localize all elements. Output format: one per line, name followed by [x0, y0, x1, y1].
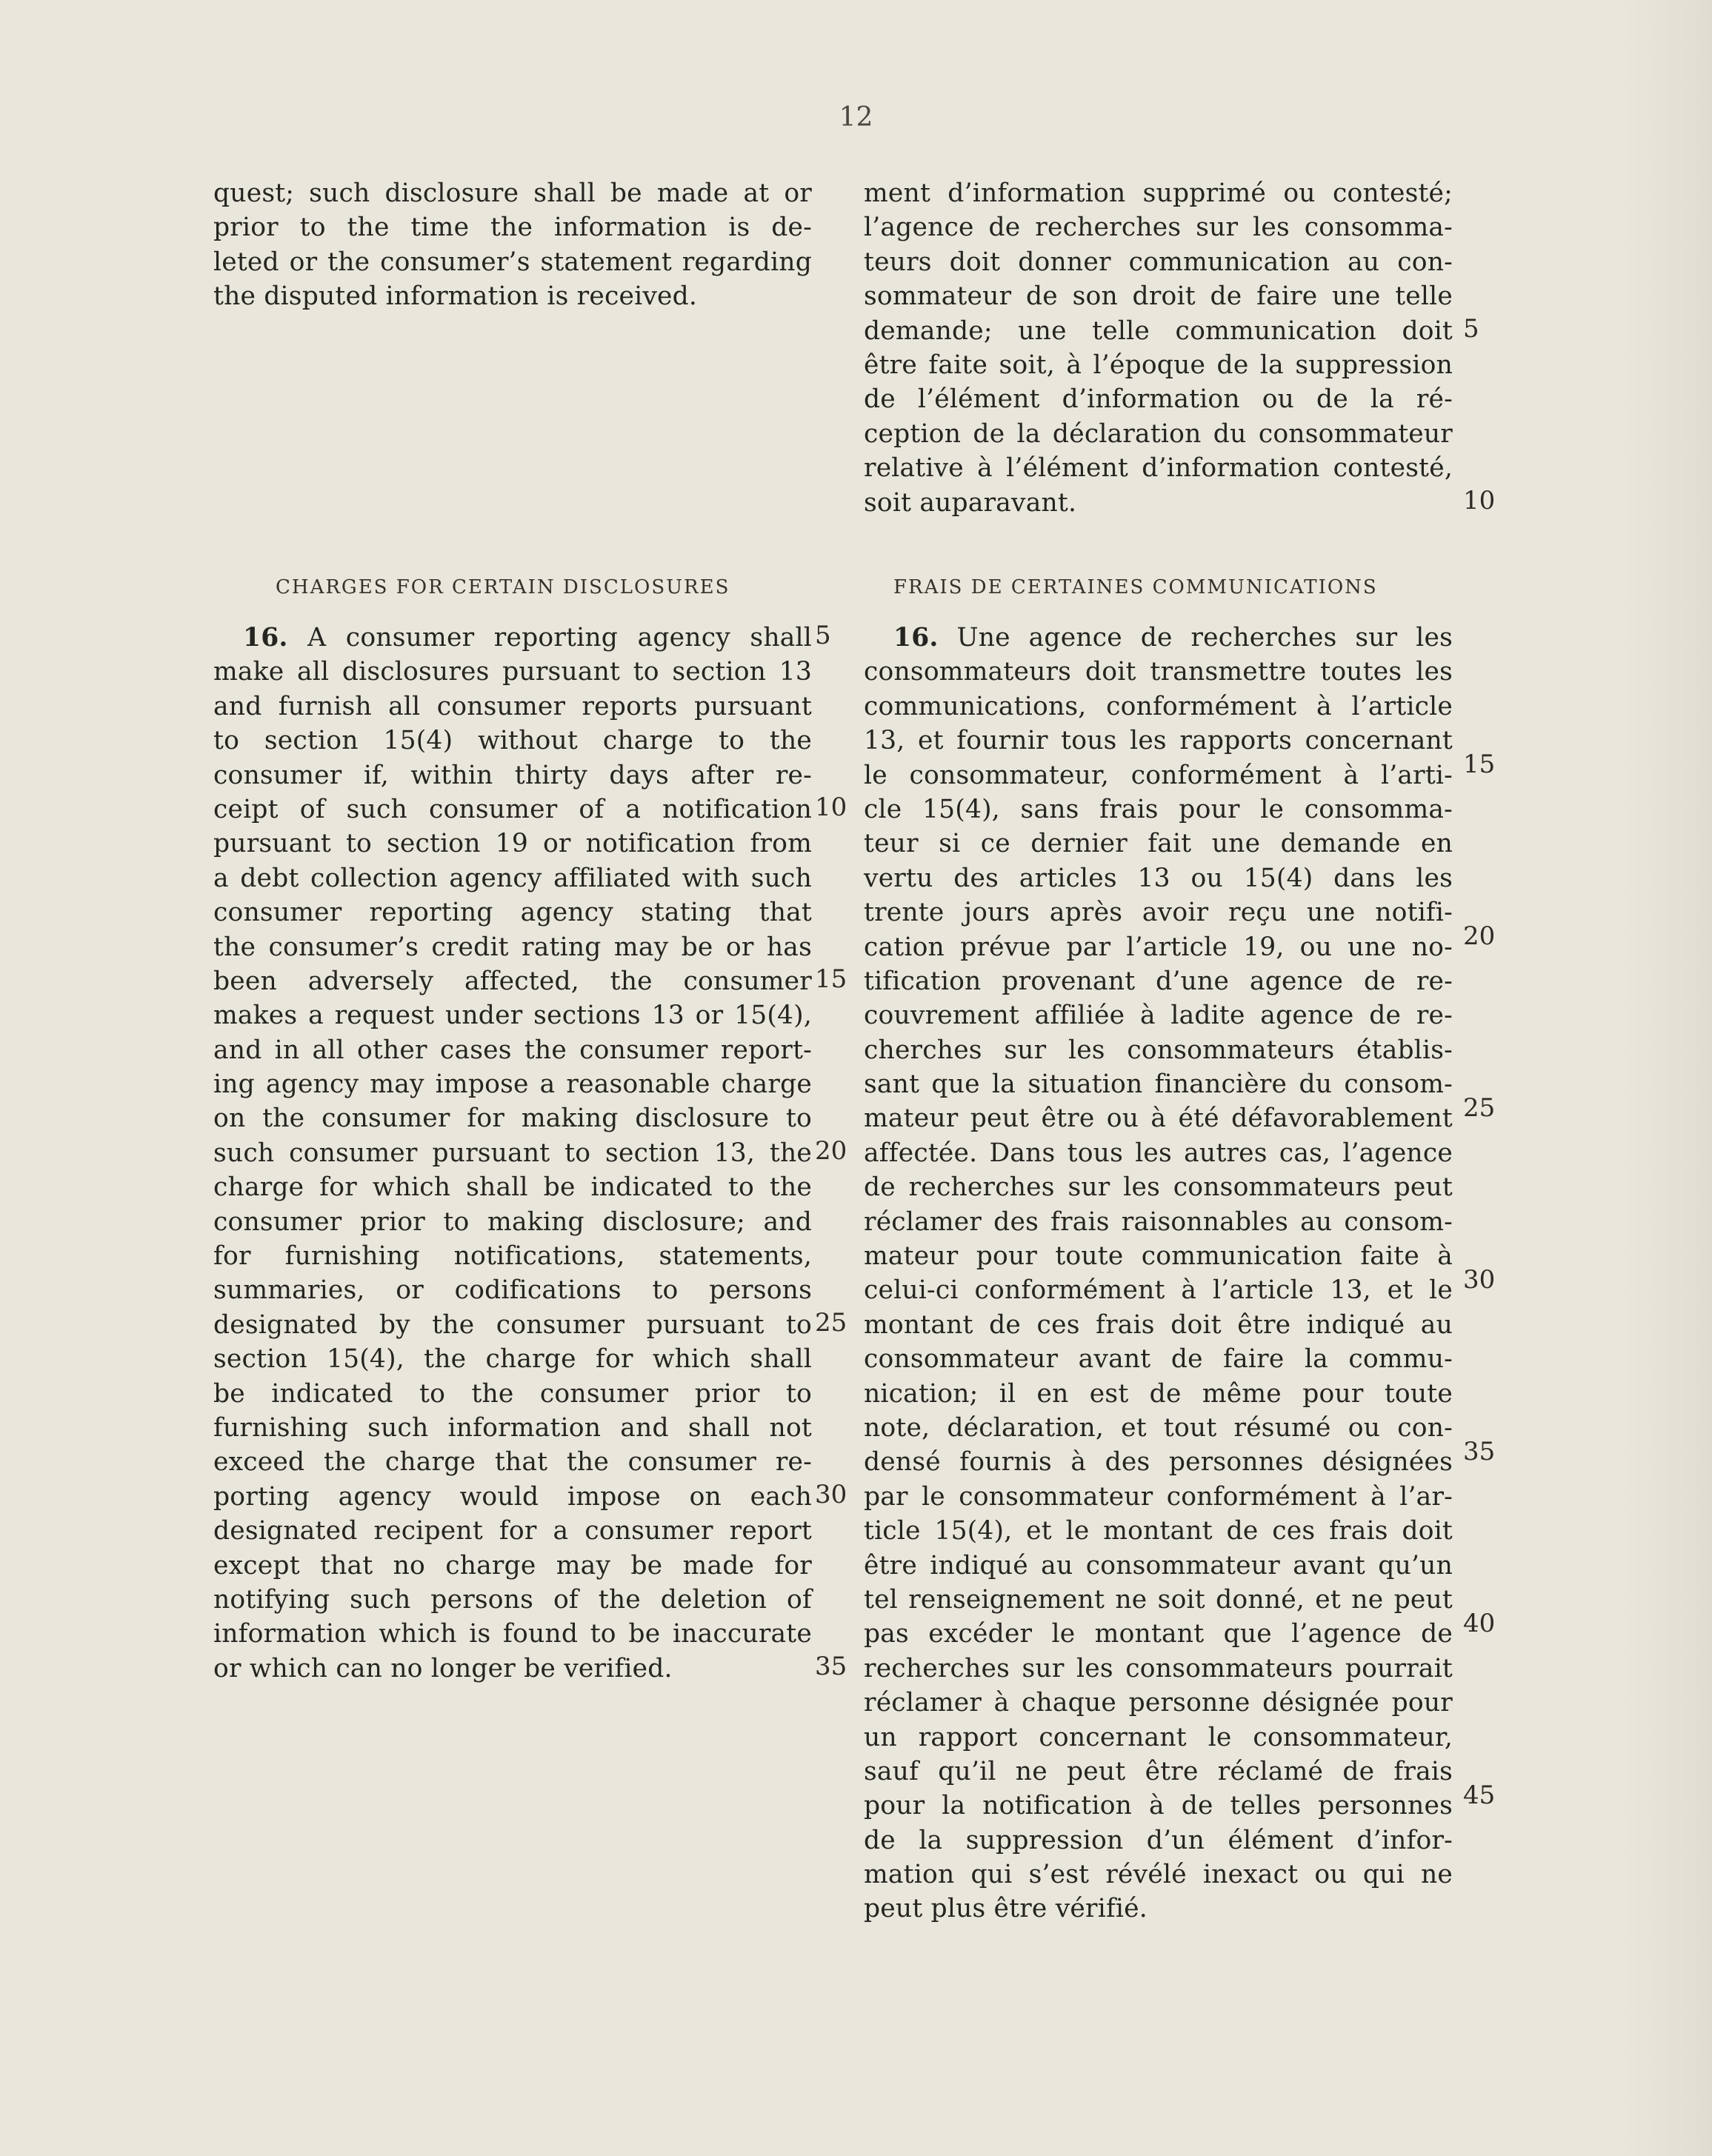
- text-line: celui-ci conformément à l’article 13, et le: [864, 1275, 1453, 1306]
- text-line: communications, conformément à l’article: [864, 691, 1453, 721]
- text-line: section 15(4), the charge for which shall: [213, 1344, 812, 1375]
- text-line: réclamer des frais raisonnables au consom-: [864, 1207, 1453, 1237]
- text-line: l’agence de recherches sur les consomma-: [864, 213, 1453, 243]
- text-line: mation qui s’est révélé inexact ou qui ne: [864, 1860, 1453, 1890]
- text-line: trente jours après avoir reçu une notifi-: [864, 898, 1453, 928]
- text-line: sauf qu’il ne peut être réclamé de frais: [864, 1756, 1453, 1786]
- text-line: relative à l’élément d’information contesté,: [864, 453, 1453, 484]
- text-line: the disputed information is received.: [213, 281, 698, 312]
- text-line: except that no charge may be made for: [213, 1550, 812, 1581]
- text-line: cle 15(4), sans frais pour le consomma-: [864, 794, 1453, 824]
- text-line: note, déclaration, et tout résumé ou con-: [864, 1412, 1453, 1443]
- text-line: consumer if, within thirty days after re-: [213, 760, 812, 790]
- line-number: 30: [815, 1480, 847, 1509]
- text-line: exceed the charge that the consumer re-: [213, 1447, 812, 1478]
- text-line: densé fournis à des personnes désignées: [864, 1447, 1453, 1478]
- text-line: prior to the time the information is de-: [213, 213, 812, 243]
- text-line: vertu des articles 13 ou 15(4) dans les: [864, 863, 1453, 893]
- text-line: sant que la situation financière du consom-: [864, 1069, 1453, 1100]
- right-section-16: [864, 621, 1453, 1926]
- left-top-paragraph: [213, 176, 812, 314]
- text-line: 13, et fournir tous les rapports concernant: [864, 726, 1453, 756]
- text-line: demande; une telle communication doit: [864, 316, 1453, 346]
- text-line: been adversely affected, the consumer: [213, 966, 812, 996]
- line-number: 25: [1463, 1092, 1496, 1123]
- text-line: soit auparavant.: [864, 487, 1077, 518]
- text-line-content: A consumer reporting agency shall: [287, 623, 812, 653]
- text-line: ment d’information supprimé ou contesté;: [864, 178, 1453, 208]
- line-number: 45: [1463, 1780, 1496, 1810]
- text-line: information which is found to be inaccurate: [213, 1619, 812, 1649]
- text-line: a debt collection agency affiliated with such: [213, 863, 812, 893]
- right-top-paragraph: [864, 176, 1453, 520]
- text-line: montant de ces frais doit être indiqué au: [864, 1309, 1453, 1340]
- text-line: or which can no longer be verified.: [213, 1653, 673, 1683]
- text-line: summaries, or codifications to persons: [213, 1275, 812, 1306]
- text-line: être indiqué au consommateur avant qu’un: [864, 1550, 1453, 1581]
- line-number: 40: [1463, 1608, 1496, 1638]
- text-line: ceipt of such consumer of a notification: [213, 794, 812, 824]
- text-line: réclamer à chaque personne désignée pour: [864, 1688, 1453, 1718]
- text-line: affectée. Dans tous les autres cas, l’agence: [864, 1138, 1453, 1168]
- text-line: pursuant to section 19 or notification from: [213, 829, 812, 859]
- text-line: porting agency would impose on each: [213, 1481, 812, 1512]
- left-section-16: [213, 621, 812, 1686]
- line-number: 15: [1463, 749, 1496, 779]
- line-number: 25: [815, 1308, 847, 1338]
- text-line: recherches sur les consommateurs pourrait: [864, 1653, 1453, 1683]
- line-number: 35: [815, 1652, 847, 1681]
- text-line: peut plus être vérifié.: [864, 1894, 1148, 1924]
- text-line: consumer reporting agency stating that: [213, 898, 812, 928]
- text-line: such consumer pursuant to section 13, the: [213, 1138, 812, 1168]
- left-section-heading: CHARGES FOR CERTAIN DISCLOSURES: [276, 576, 730, 598]
- text-line: notifying such persons of the deletion of: [213, 1584, 812, 1615]
- text-line: pour la notification à de telles personnes: [864, 1791, 1453, 1821]
- text-line: the consumer’s credit rating may be or has: [213, 932, 812, 962]
- text-line: consommateurs doit transmettre toutes les: [864, 657, 1453, 687]
- line-number: 10: [815, 792, 847, 822]
- text-line: ticle 15(4), et le montant de ces frais doit: [864, 1516, 1453, 1546]
- text-line: être faite soit, à l’époque de la suppression: [864, 350, 1453, 380]
- text-line: tel renseignement ne soit donné, et ne peut: [864, 1584, 1453, 1615]
- text-line: par le consommateur conformément à l’ar-: [864, 1481, 1453, 1512]
- text-line: tification provenant d’une agence de re-: [864, 966, 1453, 996]
- line-number: 5: [815, 621, 831, 650]
- text-line: teurs doit donner communication au con-: [864, 247, 1453, 277]
- text-line: quest; such disclosure shall be made at or: [213, 178, 812, 208]
- text-line: cation prévue par l’article 19, ou une no-: [864, 932, 1453, 962]
- text-line: leted or the consumer’s statement regarding: [213, 247, 812, 277]
- text-line: charge for which shall be indicated to the: [213, 1172, 812, 1203]
- text-line: sommateur de son droit de faire une telle: [864, 281, 1453, 312]
- line-number: 5: [1463, 313, 1479, 344]
- text-line: makes a request under sections 13 or 15(4),: [213, 1001, 812, 1031]
- section-number: 16.: [243, 623, 288, 653]
- line-number: 35: [1463, 1436, 1496, 1466]
- text-line: for furnishing notifications, statements,: [213, 1241, 812, 1272]
- section-number: 16.: [893, 623, 939, 653]
- text-line: de la suppression d’un élément d’infor-: [864, 1825, 1453, 1855]
- text-line: designated recipent for a consumer report: [213, 1516, 812, 1546]
- text-line: and furnish all consumer reports pursuant: [213, 691, 812, 721]
- line-number: 30: [1463, 1264, 1496, 1295]
- line-number: 20: [1463, 921, 1496, 951]
- text-line: couvrement affiliée à ladite agence de re-: [864, 1001, 1453, 1031]
- text-line: cherches sur les consommateurs établis-: [864, 1035, 1453, 1065]
- text-line: consommateur avant de faire la commu-: [864, 1344, 1453, 1375]
- text-line: make all disclosures pursuant to section 13: [213, 657, 812, 687]
- line-number: 20: [815, 1136, 847, 1166]
- text-line: ception de la déclaration du consommateur: [864, 418, 1453, 449]
- text-line: mateur pour toute communication faite à: [864, 1241, 1453, 1272]
- text-line: teur si ce dernier fait une demande en: [864, 829, 1453, 859]
- text-line-content: Une agence de recherches sur les: [938, 623, 1453, 653]
- text-line: on the consumer for making disclosure to: [213, 1104, 812, 1134]
- right-section-heading: FRAIS DE CERTAINES COMMUNICATIONS: [893, 576, 1378, 598]
- text-line: ing agency may impose a reasonable charge: [213, 1069, 812, 1100]
- text-line: furnishing such information and shall not: [213, 1412, 812, 1443]
- text-line: un rapport concernant le consommateur,: [864, 1722, 1453, 1752]
- text-line: designated by the consumer pursuant to: [213, 1309, 812, 1340]
- text-line: pas excéder le montant que l’agence de: [864, 1619, 1453, 1649]
- text-line: consumer prior to making disclosure; and: [213, 1207, 812, 1237]
- text-line: mateur peut être ou à été défavorablement: [864, 1104, 1453, 1134]
- text-line: le consommateur, conformément à l’arti-: [864, 760, 1453, 790]
- text-line: and in all other cases the consumer report-: [213, 1035, 812, 1065]
- text-line: de l’élément d’information ou de la ré-: [864, 384, 1453, 415]
- text-line: de recherches sur les consommateurs peut: [864, 1172, 1453, 1203]
- line-number: 15: [815, 964, 847, 994]
- text-line: [864, 621, 1453, 655]
- text-line: to section 15(4) without charge to the: [213, 726, 812, 756]
- text-line: be indicated to the consumer prior to: [213, 1378, 812, 1409]
- page-edge-shadow: [1623, 0, 1712, 2156]
- line-number: 10: [1463, 485, 1496, 515]
- page-number: 12: [839, 102, 873, 133]
- text-line: [213, 621, 812, 655]
- text-line: nication; il en est de même pour toute: [864, 1378, 1453, 1409]
